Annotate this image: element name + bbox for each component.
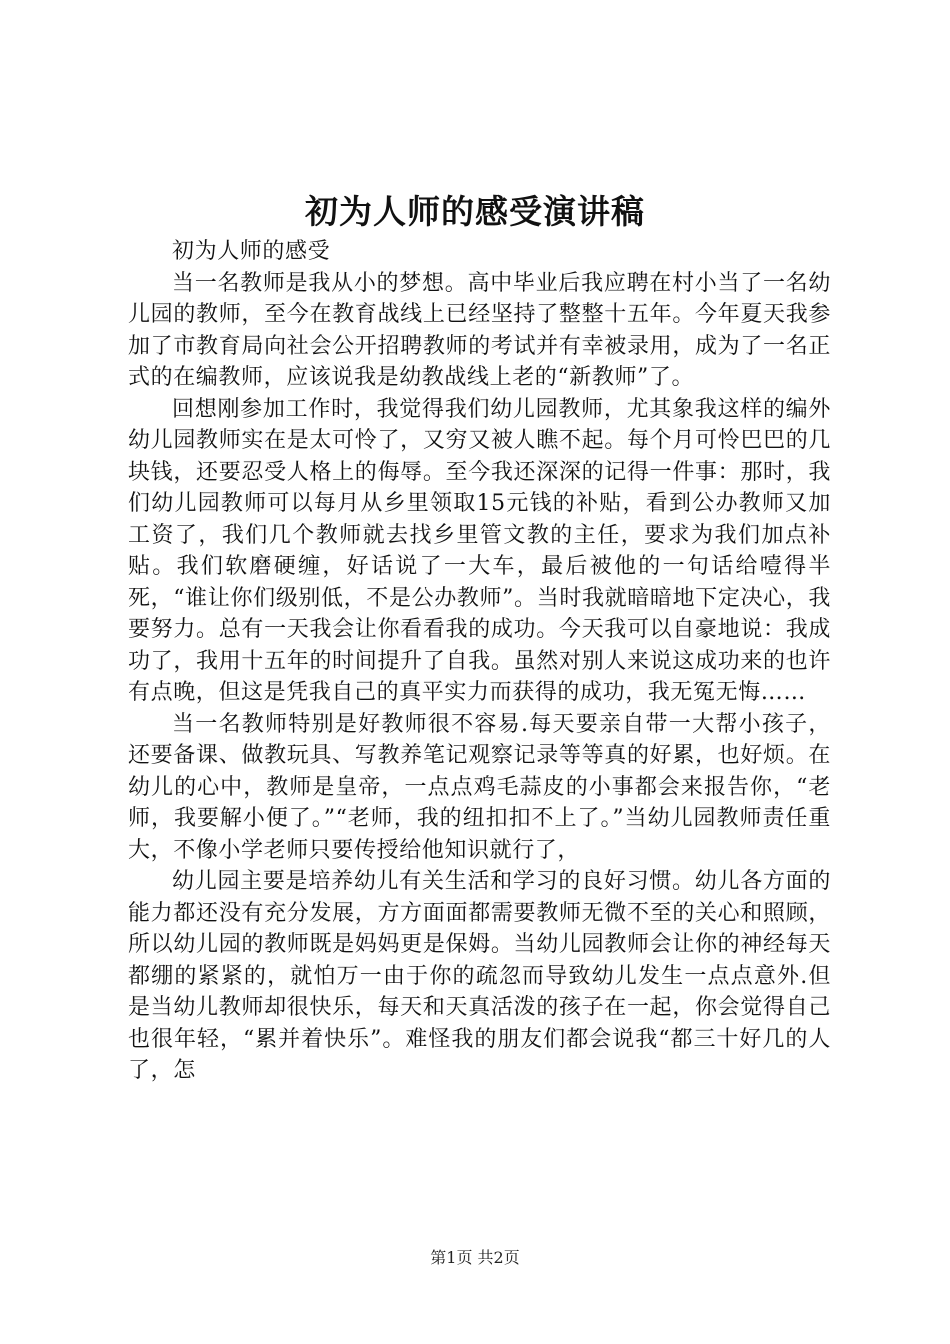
document-title: 初为人师的感受演讲稿: [305, 192, 645, 231]
paragraph: 回想刚参加工作时，我觉得我们幼儿园教师，尤其象我这样的编外幼儿园教师实在是太可怜了，又穷又被人瞧不起。每个月可怜巴巴的几块钱，还要忍受人格上的侮辱。至今我还深深的记得一件事：那时，我们幼儿园教师可以每月从乡里领取15元钱的补贴，看到公办教师又加工资了，我们几个教师就去找乡里管文教的主任，要求为我们加点补贴。我们软磨硬缠，好话说了一大车，最后被他的一句话给噎得半死，“谁让你们级别低，不是公办教师”。当时我就暗暗地下定决心，我要努力。总有一天我会让你看看我的成功。今天我可以自豪地说：我成功了，我用十五年的时间提升了自我。虽然对别人来说这成功来的也许有点晚，但这是凭我自己的真平实力而获得的成功，我无冤无悔……: [128, 396, 831, 705]
document-body: [128, 236, 831, 1186]
page-number-footer: 第1页 共2页: [430, 1248, 520, 1267]
subtitle: 初为人师的感受: [172, 239, 331, 264]
paragraph: 当一名教师特别是好教师很不容易.每天要亲自带一大帮小孩子，还要备课、做教玩具、写教养笔记观察记录等等真的好累，也好烦。在幼儿的心中，教师是皇帝，一点点鸡毛蒜皮的小事都会来报告你，“老师，我要解小便了。”“老师，我的纽扣扣不上了。”当幼儿园教师责任重大，不像小学老师只要传授给他知识就行了，: [128, 711, 831, 863]
paragraph: 当一名教师是我从小的梦想。高中毕业后我应聘在村小当了一名幼儿园的教师，至今在教育战线上已经坚持了整整十五年。今年夏天我参加了市教育局向社会公开招聘教师的考试并有幸被录用，成为了一名正式的在编教师，应该说我是幼教战线上老的“新教师”了。: [128, 270, 831, 390]
paragraph: 幼儿园主要是培养幼儿有关生活和学习的良好习惯。幼儿各方面的能力都还没有充分发展，方方面面都需要教师无微不至的关心和照顾，所以幼儿园的教师既是妈妈更是保姆。当幼儿园教师会让你的神经每天都绷的紧紧的，就怕万一由于你的疏忽而导致幼儿发生一点点意外.但是当幼儿教师却很快乐，每天和天真活泼的孩子在一起，你会觉得自己也很年轻，“累并着快乐”。难怪我的朋友们都会说我“都三十好几的人了，怎: [128, 869, 831, 1083]
